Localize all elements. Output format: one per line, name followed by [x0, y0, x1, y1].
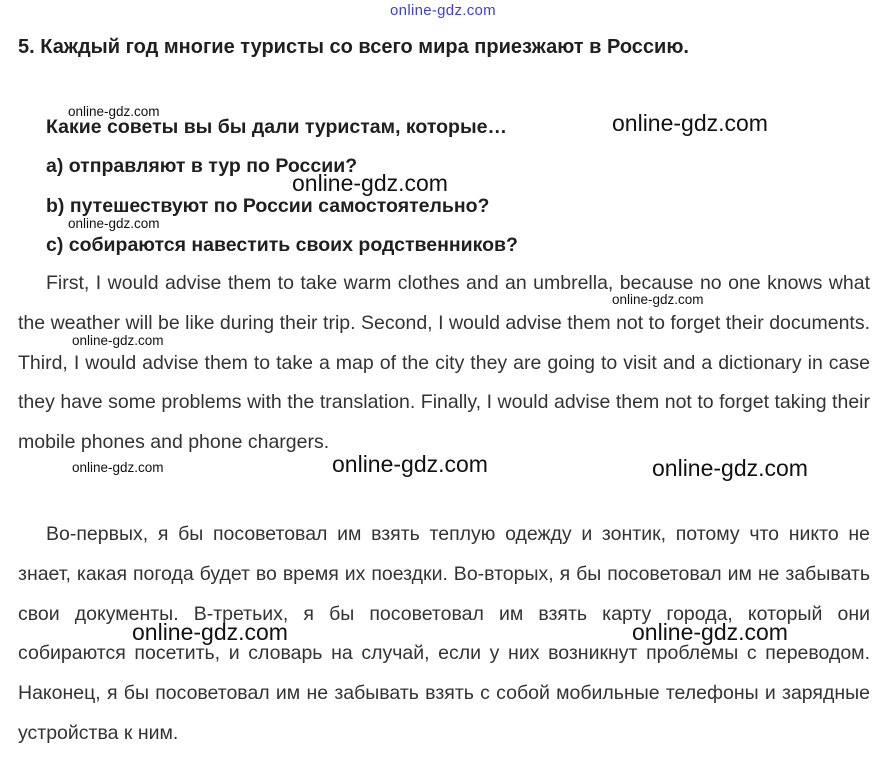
watermark-big: online-gdz.com	[332, 451, 488, 477]
watermark-big: online-gdz.com	[632, 619, 788, 645]
watermark-small: online-gdz.com	[68, 104, 160, 119]
watermark-big: online-gdz.com	[292, 170, 448, 196]
option-b: b) путешествуют по России самостоятельно?	[46, 195, 490, 217]
option-c: c) собираются навестить своих родственников?	[46, 234, 518, 256]
watermark-big: online-gdz.com	[612, 110, 768, 136]
english-answer: First, I would advise them to take warm clothes and an umbrella, because no one knows what the weather will be like during their trip. Second, I would advise them not to forget their documents. Third, I would advise them to take a map of the city they are going to visit and a dictionary in case they have some problems with the translation. Finally, I would advise them not to forget taking their mobile phones and phone chargers.	[18, 272, 870, 454]
watermark-small: online-gdz.com	[72, 460, 164, 475]
watermark-small: online-gdz.com	[72, 333, 164, 348]
watermark-big: online-gdz.com	[132, 619, 288, 645]
task-title: 5. Каждый год многие туристы со всего мира приезжают в Россию.	[18, 36, 689, 58]
top-watermark: online-gdz.com	[390, 2, 496, 19]
watermark-big: online-gdz.com	[652, 455, 808, 481]
task-question: Какие советы вы бы дали туристам, которые…	[46, 116, 507, 138]
watermark-small: online-gdz.com	[612, 292, 704, 307]
option-a: a) отправляют в тур по России?	[46, 155, 358, 177]
watermark-small: online-gdz.com	[68, 216, 160, 231]
russian-translation: Во-первых, я бы посоветовал им взять теплую одежду и зонтик, потому что никто не знает, какая погода будет во время их поездки. Во-вторых, я бы посоветовал им не забывать свои документы. В-третьих, я бы посоветовал им взять карту города, который они собираются посетить, и словарь на случай, если у них возникнут проблемы с переводом. Наконец, я бы посоветовал им не забывать взять с собой мобильные телефоны и зарядные устройства к ним.	[18, 523, 870, 744]
